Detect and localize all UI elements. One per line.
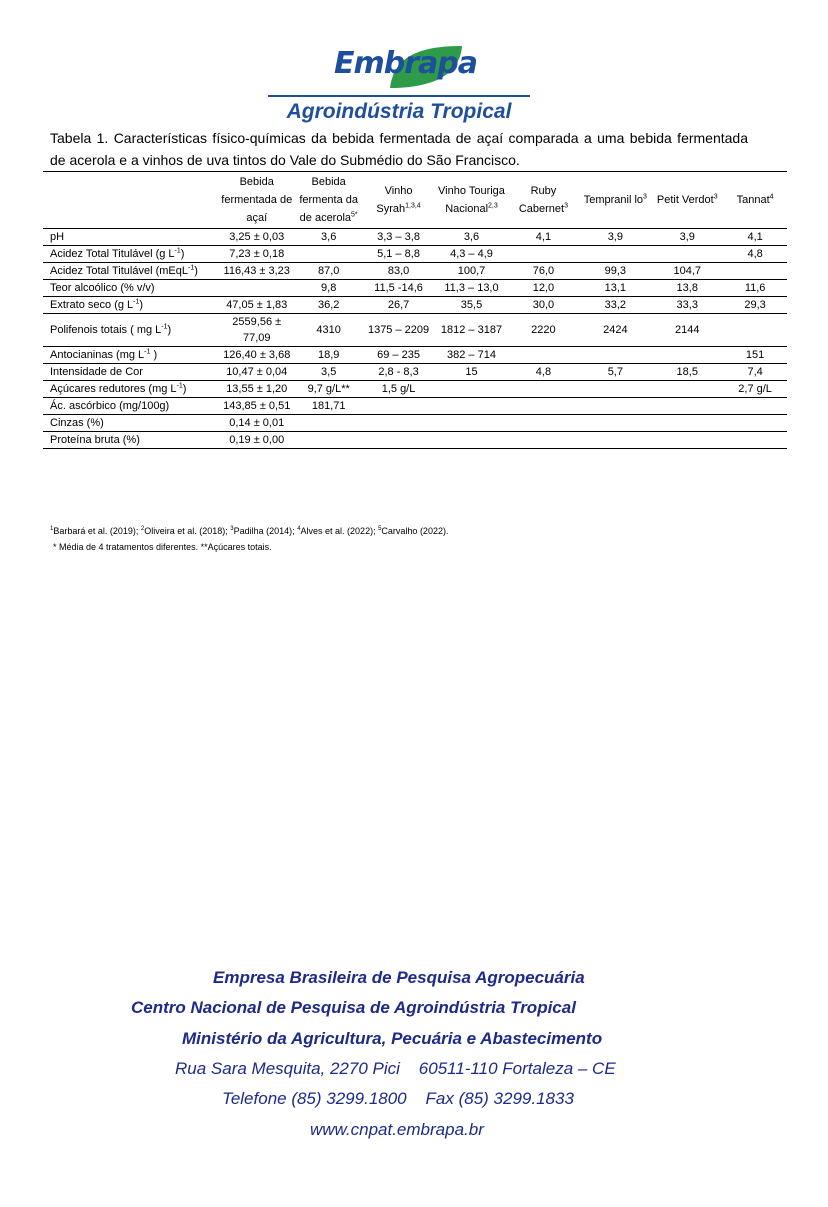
table-cell: 4,3 – 4,9 xyxy=(436,246,508,263)
logo-subtitle: Agroindústria Tropical xyxy=(286,100,512,123)
table-cell: 5,7 xyxy=(579,364,651,381)
table-cell xyxy=(579,246,651,263)
table-row xyxy=(43,246,787,263)
column-header: Ruby Cabernet$^3$ xyxy=(518,185,568,215)
footer-ministry: Ministério da Agricultura, Pecuária e Abastecimento xyxy=(182,1029,603,1048)
table-row xyxy=(43,347,787,364)
table-cell: 2559,56 ± 77,09 xyxy=(218,314,296,347)
footnote-references: $^1$Barbará et al. (2019); $^2$Oliveira et al. (2018); $^3$Padilha (2014); $^4$Alves et al. (2022); $^5$Carvalho (2022). xyxy=(50,526,449,536)
table-cell xyxy=(507,415,579,432)
table-cell: 99,3 xyxy=(579,263,651,280)
table-cell: 3,9 xyxy=(579,229,651,246)
column-header: Bebida fermenta da de acerola$^{5*}$ xyxy=(299,176,359,224)
table-cell xyxy=(723,432,787,449)
table-cell xyxy=(362,398,436,415)
row-label: Açúcares redutores (mg $L^{-1}$) xyxy=(43,381,218,398)
table-cell: 4310 xyxy=(296,314,362,347)
table-cell xyxy=(579,415,651,432)
table-cell: 3,25 ± 0,03 xyxy=(218,229,296,246)
table-row xyxy=(43,314,787,347)
table-caption: Tabela 1. Características físico-químicas da bebida fermentada de açaí comparada a uma bebida fermentada de acerola e a vinhos de uva tintos do Vale do Submédio do São Francisco. xyxy=(50,130,748,168)
column-header: Petit Verdot$^3$ xyxy=(656,193,718,206)
table-cell: 4,8 xyxy=(507,364,579,381)
table-cell: 5,1 – 8,8 xyxy=(362,246,436,263)
table-cell: 2,7 g/L xyxy=(723,381,787,398)
row-label: Polifenois totais ( mg $L^{-1}$) xyxy=(43,314,218,347)
table-cell: 29,3 xyxy=(723,297,787,314)
footer-company: Empresa Brasileira de Pesquisa Agropecuária xyxy=(213,968,585,987)
table-header xyxy=(43,172,787,229)
row-label: Teor alcoólico (% v/v) xyxy=(43,280,218,297)
table-cell: 76,0 xyxy=(507,263,579,280)
table-cell: 18,5 xyxy=(651,364,723,381)
table-cell: 1375 – 2209 xyxy=(362,314,436,347)
table-cell: 4,8 xyxy=(723,246,787,263)
table-cell xyxy=(436,432,508,449)
table-cell xyxy=(436,398,508,415)
table-cell: 9,8 xyxy=(296,280,362,297)
table-cell: 4,1 xyxy=(723,229,787,246)
table-cell: 1,5 g/L xyxy=(362,381,436,398)
table-cell: 3,5 xyxy=(296,364,362,381)
table-cell xyxy=(507,347,579,364)
table-cell xyxy=(651,398,723,415)
table-body xyxy=(43,229,787,449)
logo-wordmark: Embrapa xyxy=(334,46,477,81)
row-label: pH xyxy=(43,229,218,246)
table-cell: 104,7 xyxy=(651,263,723,280)
table-cell: 2424 xyxy=(579,314,651,347)
row-label: Acidez Total Titulável (g $L^{-1}$) xyxy=(43,246,218,263)
table-cell: 69 – 235 xyxy=(362,347,436,364)
table-cell xyxy=(651,347,723,364)
row-label: Proteína bruta (%) xyxy=(43,432,218,449)
table-cell: 4,1 xyxy=(507,229,579,246)
logo-rule xyxy=(268,95,530,97)
table-cell: 13,8 xyxy=(651,280,723,297)
table-row xyxy=(43,297,787,314)
table-cell xyxy=(362,432,436,449)
table-cell xyxy=(579,347,651,364)
footer-center: Centro Nacional de Pesquisa de Agroindústria Tropical xyxy=(131,998,576,1017)
table-cell: 9,7 g/L** xyxy=(296,381,362,398)
table-cell xyxy=(579,432,651,449)
column-header: Tannat$^4$ xyxy=(736,193,774,206)
table-cell: 36,2 xyxy=(296,297,362,314)
row-label: Cinzas (%) xyxy=(43,415,218,432)
table-cell: 0,19 ± 0,00 xyxy=(218,432,296,449)
table-cell xyxy=(651,432,723,449)
table-cell: 47,05 ± 1,83 xyxy=(218,297,296,314)
table-cell: 83,0 xyxy=(362,263,436,280)
table-cell xyxy=(507,398,579,415)
table-cell: 181,71 xyxy=(296,398,362,415)
table-cell: 3,6 xyxy=(296,229,362,246)
table-row xyxy=(43,280,787,297)
table-cell: 11,6 xyxy=(723,280,787,297)
table-cell xyxy=(507,381,579,398)
footnote-notes: * Média de 4 tratamentos diferentes. **Açúcares totais. xyxy=(53,542,272,552)
table-row xyxy=(43,432,787,449)
table-cell: 13,55 ± 1,20 xyxy=(218,381,296,398)
table-row xyxy=(43,398,787,415)
table-cell xyxy=(723,415,787,432)
table-cell: 15 xyxy=(436,364,508,381)
table-cell xyxy=(296,246,362,263)
table-row xyxy=(43,381,787,398)
table-cell: 11,3 – 13,0 xyxy=(436,280,508,297)
data-table xyxy=(43,171,787,449)
table-cell xyxy=(296,432,362,449)
table-cell xyxy=(507,432,579,449)
table-cell: 2144 xyxy=(651,314,723,347)
table-cell: 18,9 xyxy=(296,347,362,364)
table-cell: 151 xyxy=(723,347,787,364)
table-cell xyxy=(723,398,787,415)
table-cell: 87,0 xyxy=(296,263,362,280)
table-cell xyxy=(651,381,723,398)
table-cell xyxy=(507,246,579,263)
table-cell xyxy=(579,381,651,398)
table-cell: 2,8 - 8,3 xyxy=(362,364,436,381)
table-cell xyxy=(436,381,508,398)
table-cell xyxy=(723,314,787,347)
table-cell: 7,23 ± 0,18 xyxy=(218,246,296,263)
table-cell: 33,3 xyxy=(651,297,723,314)
table-cell: 3,3 – 3,8 xyxy=(362,229,436,246)
table-cell: 26,7 xyxy=(362,297,436,314)
table-cell: 382 – 714 xyxy=(436,347,508,364)
table-cell: 3,9 xyxy=(651,229,723,246)
table-cell xyxy=(436,415,508,432)
table-row xyxy=(43,263,787,280)
footer-address: Rua Sara Mesquita, 2270 Pici 60511-110 Fortaleza – CE xyxy=(175,1059,616,1078)
table-cell xyxy=(723,263,787,280)
embrapa-logo xyxy=(268,40,530,122)
table-cell: 10,47 ± 0,04 xyxy=(218,364,296,381)
table-cell xyxy=(296,415,362,432)
table-row xyxy=(43,364,787,381)
table-cell: 3,6 xyxy=(436,229,508,246)
column-header xyxy=(43,172,218,229)
row-label: Intensidade de Cor xyxy=(43,364,218,381)
column-header: Tempranil $lo^3$ xyxy=(583,193,647,206)
table-cell xyxy=(651,246,723,263)
footer-website[interactable]: www.cnpat.embrapa.br xyxy=(310,1120,484,1139)
table-cell: 116,43 ± 3,23 xyxy=(218,263,296,280)
row-label: Ác. ascórbico (mg/100g) xyxy=(43,398,218,415)
table-row xyxy=(43,229,787,246)
row-label: Extrato seco (g $L^{-1}$) xyxy=(43,297,218,314)
table-cell xyxy=(218,280,296,297)
table-cell: 0,14 ± 0,01 xyxy=(218,415,296,432)
column-header: Vinho Touriga Nacional$^{2,3}$ xyxy=(438,185,505,215)
table-cell: 100,7 xyxy=(436,263,508,280)
row-label: Acidez Total Titulável (mEqL$^{-1}$) xyxy=(43,263,218,280)
table-cell: 13,1 xyxy=(579,280,651,297)
table-cell: 30,0 xyxy=(507,297,579,314)
table-row xyxy=(43,415,787,432)
table-cell: 1812 – 3187 xyxy=(436,314,508,347)
table-cell: 7,4 xyxy=(723,364,787,381)
table-cell: 12,0 xyxy=(507,280,579,297)
table-cell: 2220 xyxy=(507,314,579,347)
table-cell: 35,5 xyxy=(436,297,508,314)
table-cell: 143,85 ± 0,51 xyxy=(218,398,296,415)
table-cell xyxy=(651,415,723,432)
table-cell: 126,40 ± 3,68 xyxy=(218,347,296,364)
table-cell xyxy=(362,415,436,432)
table-cell: 11,5 -14,6 xyxy=(362,280,436,297)
footer-phone: Telefone (85) 3299.1800 Fax (85) 3299.1833 xyxy=(222,1089,574,1108)
table-cell: 33,2 xyxy=(579,297,651,314)
table-cell xyxy=(579,398,651,415)
column-header: Vinho Syrah$^{1,3,4}$ xyxy=(376,185,421,215)
column-header: Bebida fermentada de açaí xyxy=(221,176,293,224)
row-label: Antocianinas (mg $L^{-1}$ ) xyxy=(43,347,218,364)
